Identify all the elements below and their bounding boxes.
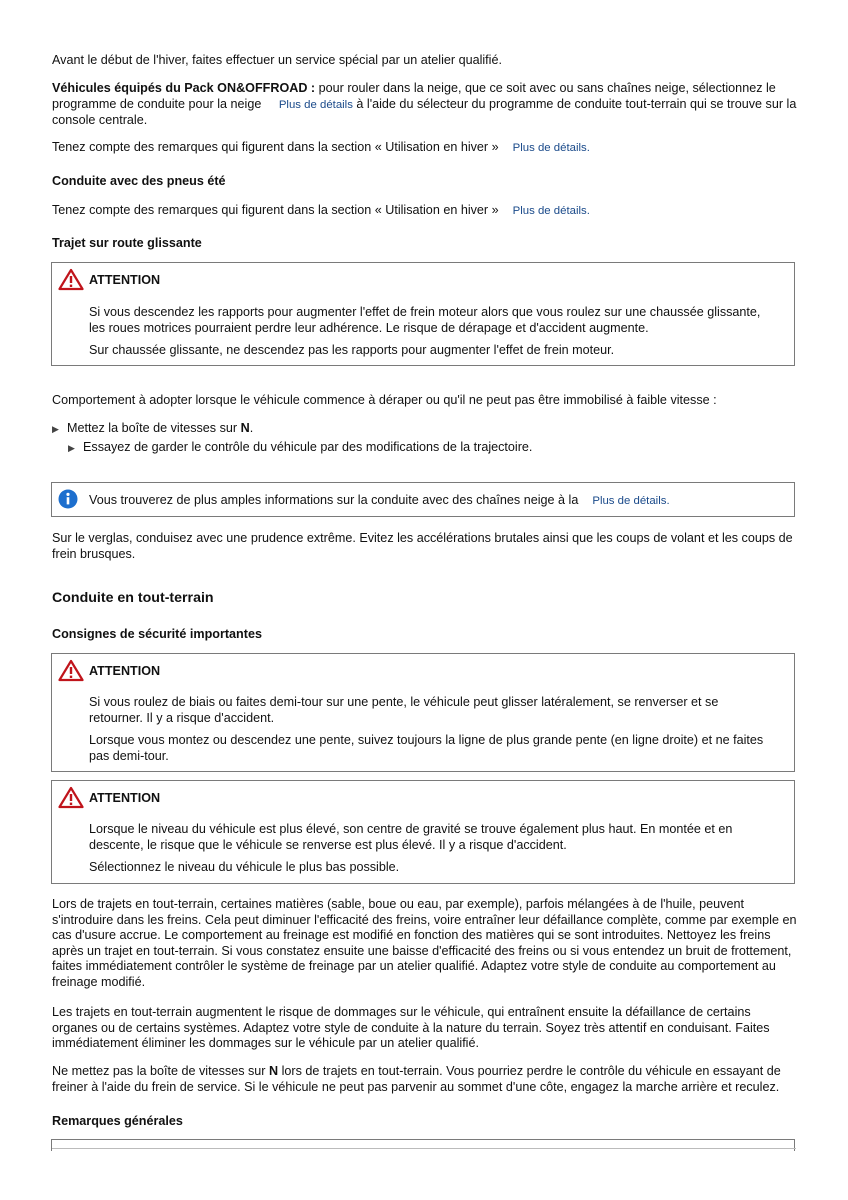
warning-title: ATTENTION [89,791,161,805]
intro-paragraph: Avant le début de l'hiver, faites effectuer un service spécial par un atelier qualifié. [52,53,502,67]
warning-body [89,305,774,359]
winter-note [52,140,797,157]
bullet-arrow-icon: ▶ [68,443,75,453]
warning-box-slope [51,653,795,772]
neutral-text-post: lors de trajets en tout-terrain. Vous pourriez perdre le contrôle du véhicule en essayant de freiner à l'aide du frein de service. Si le véhicule ne peut pas parvenir au sommet d'une côte, engagez la marche arrière et reculez. [52,1064,781,1094]
brakes-paragraph: Lors de trajets en tout-terrain, certaines matières (sable, boue ou eau, par exemple), parfois mélangées à de l'huile, peuvent s'introduire dans les freins. Cela peut diminuer l'efficacité des freins, voire entraîner leur défaillance complète, comme par exemple en cas d'usure accrue. Le comportement au freinage est modifié en fonction des matières qui se sont introduites. Nettoyez les freins après un trajet en tout-terrain. Si vous constatez ensuite une baisse d'efficacité des freins ou si vous entendez un bruit de frottement, faites immédiatement contrôler le système de freinage par un atelier qualifié. Adaptez votre style de conduite au comportement au freinage modifié. [52,897,797,989]
step-2: Essayez de garder le contrôle du véhicule par des modifications de la trajectoire. [83,440,533,454]
step-1 [67,421,767,437]
warning-triangle-icon [58,659,84,682]
warning-paragraph: Si vous roulez de biais ou faites demi-tour sur une pente, le véhicule peut glisser latéralement, se renverser et se retourner. Il y a risque d'accident. [89,695,719,725]
gear-n-label: N [269,1064,279,1078]
warning-triangle-icon [58,786,84,809]
warning-box-slippery [51,262,795,366]
gear-n-label: N [240,421,250,435]
offroad-heading: Conduite en tout-terrain [52,590,214,606]
damage-paragraph: Les trajets en tout-terrain augmentent le risque de dommages sur le véhicule, qui entraînent ensuite la défaillance de certains organes ou de certains systèmes. Adaptez votre style de conduite à la nature du terrain. Soyez très attentif en conduisant. Faites immédiatement éliminer les dommages sur le véhicule par un atelier qualifié. [52,1005,770,1051]
bullet-arrow-icon: ▶ [52,424,59,434]
warning-title: ATTENTION [89,273,161,287]
summer-heading: Conduite avec des pneus été [52,174,226,188]
info-text [89,493,670,510]
warning-triangle-icon [58,268,84,291]
winter-details-link[interactable]: Plus de détails [512,142,587,154]
warning-paragraph: Sélectionnez le niveau du véhicule le plus bas possible. [89,860,400,875]
page-divider [52,1148,796,1149]
info-details-link[interactable]: Plus de détails [592,495,667,507]
warning-body [89,695,774,764]
general-heading: Remarques générales [52,1114,183,1128]
pack-label: Véhicules équipés du Pack ON&OFFROAD : [52,81,316,95]
warning-box-level [51,780,795,884]
neutral-paragraph [52,1064,797,1095]
behaviour-paragraph: Comportement à adopter lorsque le véhicule commence à déraper ou qu'il ne peut pas être immobilisé à faible vitesse : [52,393,717,407]
pack-paragraph [52,81,797,129]
info-icon [58,489,78,509]
info-box [51,482,795,517]
next-box-partial [51,1139,795,1151]
warning-paragraph: Sur chaussée glissante, ne descendez pas les rapports pour augmenter l'effet de frein moteur. [89,343,615,358]
pack-text-2: à l'aide du sélecteur du programme de conduite tout-terrain qui se trouve sur la console centrale. [52,96,797,128]
ice-paragraph: Sur le verglas, conduisez avec une prudence extrême. Evitez les accélérations brutales ainsi que les coups de volant et les coups de frein brusques. [52,531,793,561]
slippery-heading: Trajet sur route glissante [52,236,202,250]
step-1-text: Mettez la boîte de vitesses sur [67,421,238,435]
warning-title: ATTENTION [89,664,161,678]
pack-text-1: pour rouler dans la neige, que ce soit avec ou sans chaînes neige, sélectionnez le programme de conduite pour la neige [52,81,776,111]
neutral-text-pre: Ne mettez pas la boîte de vitesses sur [52,1064,266,1078]
warning-body [89,822,774,876]
step-1-end: . [249,421,254,435]
summer-note [52,203,797,220]
warning-paragraph: Lorsque vous montez ou descendez une pente, suivez toujours la ligne de plus grande pente (en ligne droite) et ne faites pas demi-tour. [89,733,764,763]
pack-details-link[interactable]: Plus de détails [278,98,353,111]
warning-paragraph: Lorsque le niveau du véhicule est plus élevé, son centre de gravité se trouve également plus haut. En montée et en descente, le risque que le véhicule se renverse est plus élevé. Il y a risque d'accident. [89,822,733,852]
winter-note-end: . [586,142,590,154]
warning-paragraph: Si vous descendez les rapports pour augmenter l'effet de frein moteur alors que vous roulez sur une chaussée glissante, les roues motrices pourraient perdre leur adhérence. Le risque de dérapage et d'accident augmente. [89,305,761,335]
summer-note-text: Tenez compte des remarques qui figurent dans la section « Utilisation en hiver » [52,203,499,217]
info-text-end: . [666,495,670,507]
safety-heading: Consignes de sécurité importantes [52,627,262,641]
summer-note-end: . [586,205,590,217]
info-text-body: Vous trouverez de plus amples informations sur la conduite avec des chaînes neige à la [89,493,579,507]
summer-details-link[interactable]: Plus de détails [512,205,587,217]
winter-note-text: Tenez compte des remarques qui figurent dans la section « Utilisation en hiver » [52,140,499,154]
